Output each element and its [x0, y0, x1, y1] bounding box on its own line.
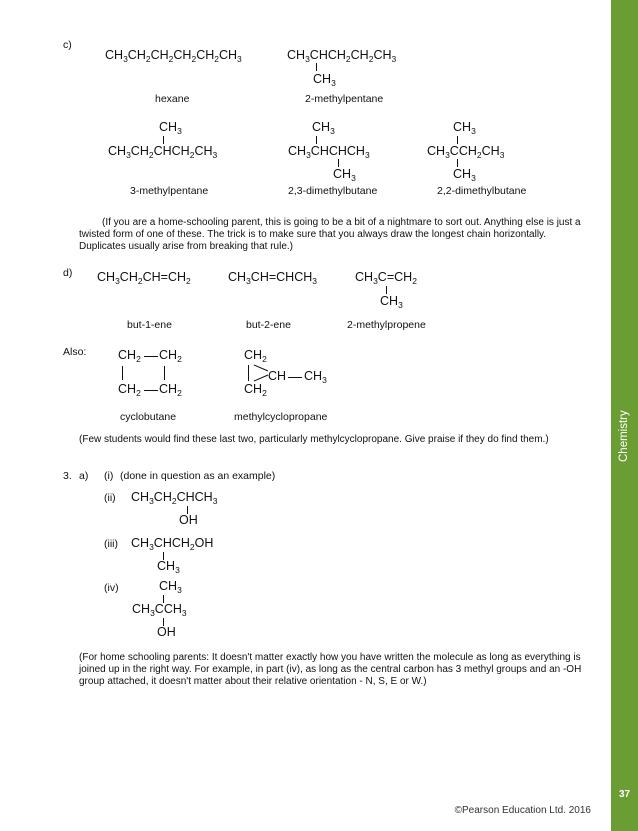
cyclobutane-bottom-left: $CH_2$	[118, 382, 141, 398]
dimethylbutane-22-name: 2,2-dimethylbutane	[437, 185, 527, 197]
methylpropene-formula: $CH_3C=CH_2$	[355, 270, 417, 286]
part-c-label: c)	[63, 39, 72, 51]
bond-line	[288, 377, 302, 378]
bond-line	[386, 286, 387, 294]
methylpropene-name: 2-methylpropene	[347, 319, 426, 331]
cyclobutane-bottom-right: $CH_2$	[159, 382, 182, 398]
subject-title: Chemistry	[618, 410, 630, 462]
question-part: a)	[79, 470, 89, 482]
bond-line	[316, 63, 317, 71]
bond-line	[164, 366, 165, 380]
q3-i-label: (i)	[104, 470, 114, 482]
methylcyclopropane-bottom: $CH_2$	[244, 382, 267, 398]
q3-iv-bottom: OH	[157, 625, 176, 639]
butene-2-name: but-2-ene	[246, 319, 291, 331]
q3-iii-formula: $CH_3CHCH_2OH$	[131, 536, 214, 552]
cyclobutane-top-right: $CH_2$	[159, 348, 182, 364]
dimethylbutane-23-branch-bottom: $CH_3$	[333, 167, 356, 183]
methylcyclopropane-methyl: $CH_3$	[304, 369, 327, 385]
methylpentane-2-formula: $CH_3CHCH_2CH_2CH_3$	[287, 48, 397, 64]
dimethylbutane-23-formula: $CH_3CHCHCH_3$	[288, 144, 370, 160]
methylpentane-2-branch: $CH_3$	[313, 72, 336, 88]
dimethylbutane-22-branch-bottom: $CH_3$	[453, 167, 476, 183]
methylpentane-3-formula: $CH_3CH_2CHCH_2CH_3$	[108, 144, 218, 160]
bond-line	[457, 136, 458, 144]
q3-ii-formula: $CH_3CH_2CHCH_3$	[131, 490, 218, 506]
methylcyclopropane-ch: CH	[268, 369, 287, 383]
bond-line	[163, 136, 164, 144]
also-note: (Few students would find these last two, particularly methylcyclopropane. Give praise if they do find them.)	[79, 434, 549, 445]
q3-ii-label: (ii)	[104, 492, 116, 504]
bond-line	[316, 136, 317, 144]
bond-line	[144, 390, 158, 391]
cyclobutane-top-left: $CH_2$	[118, 348, 141, 364]
hexane-name: hexane	[155, 93, 190, 105]
dimethylbutane-22-formula: $CH_3CCH_2CH_3$	[427, 144, 505, 160]
butene-1-formula: $CH_3CH_2CH=CH_2$	[97, 270, 191, 286]
bond-line	[338, 159, 339, 167]
q3-iv-top: $CH_3$	[159, 579, 182, 595]
dimethylbutane-23-branch-top: $CH_3$	[312, 120, 335, 136]
q3-iii-branch: $CH_3$	[157, 559, 180, 575]
methylpropene-branch: $CH_3$	[380, 294, 403, 310]
q3-note: (For home schooling parents: It doesn't matter exactly how you have written the molecule as long as everything is joined up in the right way. For example, in part (iv), as long as the central carbon has 3 methyl groups and an -OH group attached, it doesn't matter about their relative orientation - N, S, E or W.)	[79, 652, 582, 687]
page-number: 37	[618, 789, 631, 800]
methylpentane-2-name: 2-methylpentane	[305, 93, 384, 105]
q3-iv-formula: $CH_3CCH_3$	[132, 602, 187, 618]
methylpentane-3-name: 3-methylpentane	[130, 185, 209, 197]
bond-line	[457, 159, 458, 167]
part-c-note: (If you are a home-schooling parent, this is going to be a bit of a nightmare to sort out. Anything else is just a twisted form of one of these. The trick is to make sure that you always draw the longest chain horizontally. Duplicates usually arise from breaking that rule.)	[79, 217, 581, 252]
bond-line	[144, 356, 158, 357]
part-d-label: d)	[63, 267, 73, 279]
question-number: 3.	[63, 470, 72, 482]
dimethylbutane-22-branch-top: $CH_3$	[453, 120, 476, 136]
also-label: Also:	[63, 346, 87, 358]
q3-iv-label: (iv)	[104, 582, 119, 594]
butene-2-formula: $CH_3CH=CHCH_3$	[228, 270, 317, 286]
dimethylbutane-23-name: 2,3-dimethylbutane	[288, 185, 378, 197]
methylcyclopropane-name: methylcyclopropane	[234, 411, 328, 423]
copyright-notice: ©Pearson Education Ltd. 2016	[454, 805, 591, 816]
cyclobutane-name: cyclobutane	[120, 411, 177, 423]
q3-iii-label: (iii)	[104, 538, 118, 550]
q3-i-text: (done in question as an example)	[120, 470, 276, 482]
methylcyclopropane-top: $CH_2$	[244, 348, 267, 364]
butene-1-name: but-1-ene	[127, 319, 172, 331]
methylpentane-3-branch: $CH_3$	[159, 120, 182, 136]
bond-line	[122, 366, 123, 380]
hexane-formula: $CH_3CH_2CH_2CH_2CH_2CH_3$	[105, 48, 242, 64]
q3-ii-branch: OH	[179, 513, 198, 527]
